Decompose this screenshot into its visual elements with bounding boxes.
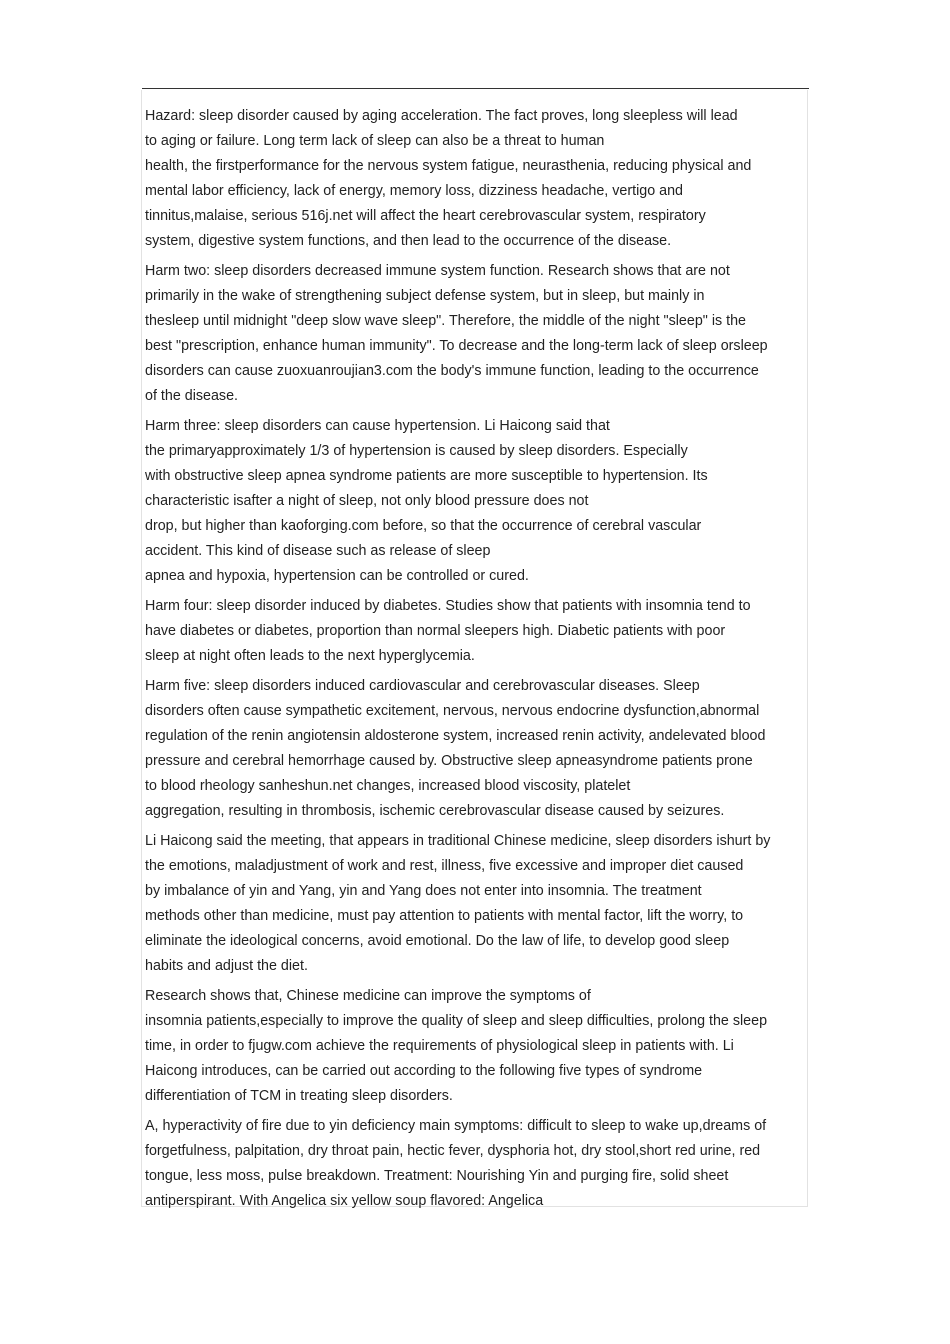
text-line: primarily in the wake of strengthening subject defense system, but in sleep, but mainly in xyxy=(145,288,705,304)
text-line: disorders can cause zuoxuanroujian3.com the body's immune function, leading to the occurrence xyxy=(145,363,759,379)
text-line: methods other than medicine, must pay attention to patients with mental factor, lift the worry, to xyxy=(145,908,744,924)
text-line: time, in order to fjugw.com achieve the requirements of physiological sleep in patients with. Li xyxy=(145,1038,734,1054)
text-line: Harm two: sleep disorders decreased immune system function. Research shows that are not xyxy=(145,263,730,279)
paragraph xyxy=(145,1114,807,1214)
text-line: to blood rheology sanheshun.net changes, increased blood viscosity, platelet xyxy=(145,778,631,794)
header-rule xyxy=(142,88,809,89)
text-line: pressure and cerebral hemorrhage caused by. Obstructive sleep apneasyndrome patients prone xyxy=(145,753,753,769)
text-line: tinnitus,malaise, serious 516j.net will affect the heart cerebrovascular system, respiratory xyxy=(145,208,706,224)
text-line: with obstructive sleep apnea syndrome patients are more susceptible to hypertension. Its xyxy=(145,468,708,484)
text-line: Research shows that, Chinese medicine can improve the symptoms of xyxy=(145,988,591,1004)
text-line: Haicong introduces, can be carried out according to the following five types of syndrome xyxy=(145,1063,703,1079)
text-line: of the disease. xyxy=(145,388,238,404)
text-line: insomnia patients,especially to improve the quality of sleep and sleep difficulties, prolong the sleep xyxy=(145,1013,768,1029)
text-line: forgetfulness, palpitation, dry throat pain, hectic fever, dysphoria hot, dry stool,short red urine, red xyxy=(145,1143,761,1159)
text-line: Li Haicong said the meeting, that appears in traditional Chinese medicine, sleep disorders ishurt by xyxy=(145,833,771,849)
text-line: Harm four: sleep disorder induced by diabetes. Studies show that patients with insomnia tend to xyxy=(145,598,751,614)
paragraph xyxy=(145,984,807,1109)
text-line: differentiation of TCM in treating sleep disorders. xyxy=(145,1088,453,1104)
text-line: drop, but higher than kaoforging.com before, so that the occurrence of cerebral vascular xyxy=(145,518,702,534)
text-line: aggregation, resulting in thrombosis, ischemic cerebrovascular disease caused by seizures. xyxy=(145,803,725,819)
paragraph xyxy=(145,104,807,254)
text-line: by imbalance of yin and Yang, yin and Yang does not enter into insomnia. The treatment xyxy=(145,883,702,899)
paragraph xyxy=(145,259,807,409)
text-line: Harm five: sleep disorders induced cardiovascular and cerebrovascular diseases. Sleep xyxy=(145,678,700,694)
paragraph xyxy=(145,674,807,824)
text-line: accident. This kind of disease such as release of sleep xyxy=(145,543,491,559)
text-line: tongue, less moss, pulse breakdown. Treatment: Nourishing Yin and purging fire, solid sheet xyxy=(145,1168,729,1184)
paragraph xyxy=(145,414,807,589)
text-line: eliminate the ideological concerns, avoid emotional. Do the law of life, to develop good sleep xyxy=(145,933,730,949)
text-line: best "prescription, enhance human immunity". To decrease and the long-term lack of sleep orsleep xyxy=(145,338,768,354)
text-line: Hazard: sleep disorder caused by aging acceleration. The fact proves, long sleepless will lead xyxy=(145,108,738,124)
text-line: the primaryapproximately 1/3 of hypertension is caused by sleep disorders. Especially xyxy=(145,443,688,459)
text-line: sleep at night often leads to the next hyperglycemia. xyxy=(145,648,475,664)
text-line: mental labor efficiency, lack of energy, memory loss, dizziness headache, vertigo and xyxy=(145,183,683,199)
text-line: the emotions, maladjustment of work and rest, illness, five excessive and improper diet caused xyxy=(145,858,744,874)
text-line: apnea and hypoxia, hypertension can be controlled or cured. xyxy=(145,568,529,584)
paragraph xyxy=(145,829,807,979)
text-line: characteristic isafter a night of sleep, not only blood pressure does not xyxy=(145,493,589,509)
text-line: regulation of the renin angiotensin aldosterone system, increased renin activity, andelevated blood xyxy=(145,728,766,744)
text-line: health, the firstperformance for the nervous system fatigue, neurasthenia, reducing physical and xyxy=(145,158,752,174)
text-line: thesleep until midnight "deep slow wave sleep". Therefore, the middle of the night "sleep" is the xyxy=(145,313,746,329)
document-body xyxy=(141,90,808,1207)
text-line: disorders often cause sympathetic excitement, nervous, nervous endocrine dysfunction,abnormal xyxy=(145,703,760,719)
text-line: system, digestive system functions, and then lead to the occurrence of the disease. xyxy=(145,233,672,249)
text-line: to aging or failure. Long term lack of sleep can also be a threat to human xyxy=(145,133,605,149)
paragraph xyxy=(145,594,807,669)
text-line: habits and adjust the diet. xyxy=(145,958,308,974)
text-line: have diabetes or diabetes, proportion than normal sleepers high. Diabetic patients with poor xyxy=(145,623,726,639)
text-line: antiperspirant. With Angelica six yellow soup flavored: Angelica xyxy=(145,1193,544,1209)
text-line: Harm three: sleep disorders can cause hypertension. Li Haicong said that xyxy=(145,418,610,434)
text-line: A, hyperactivity of fire due to yin deficiency main symptoms: difficult to sleep to wake up,dreams of xyxy=(145,1118,767,1134)
